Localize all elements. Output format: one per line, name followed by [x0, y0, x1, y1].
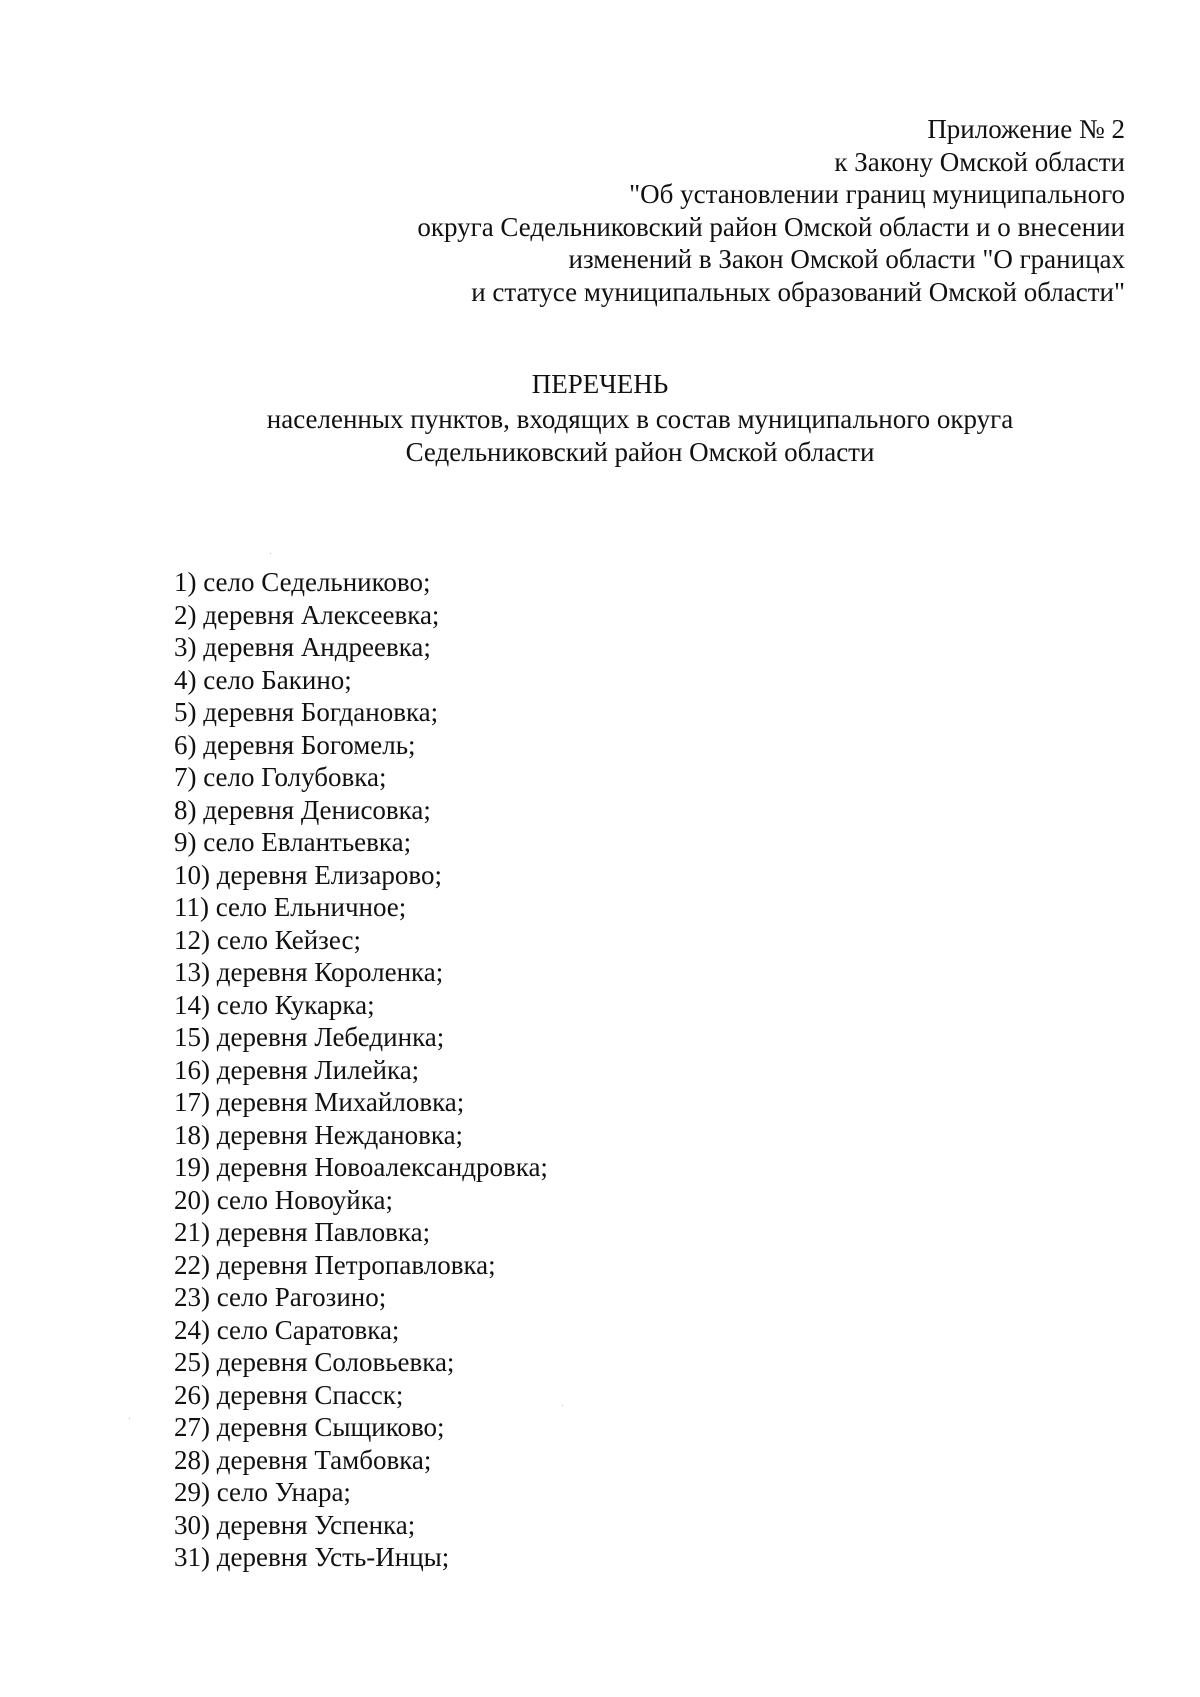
list-item: 10) деревня Елизарово; [174, 859, 442, 890]
list-item: 31) деревня Усть-Инцы; [174, 1542, 450, 1572]
list-item: 11) село Ельничное; [174, 892, 407, 922]
subtitle-line: Седельниковский район Омской области [405, 436, 875, 467]
list-item: 28) деревня Тамбовка; [174, 1444, 432, 1475]
list-item: 19) деревня Новоалександровка; [174, 1152, 548, 1182]
subtitle-line: населенных пунктов, входящих в состав муниципального округа [266, 404, 1014, 434]
appendix-line: "Об установлении границ муниципального [629, 179, 1125, 209]
list-item: 18) деревня Неждановка; [174, 1119, 464, 1150]
appendix-line: изменений в Закон Омской области "О границах [568, 244, 1125, 274]
list-item: 17) деревня Михайловка; [174, 1087, 465, 1117]
appendix-line: к Закону Омской области [834, 146, 1125, 177]
list-item: 16) деревня Лилейка; [174, 1054, 420, 1085]
list-item: 5) деревня Богдановка; [174, 697, 439, 727]
appendix-header [417, 113, 1125, 308]
list-item: 26) деревня Спасск; [174, 1379, 404, 1410]
list-item: 24) село Саратовка; [174, 1314, 400, 1345]
list-item: 4) село Бакино; [174, 664, 352, 695]
list-item: 8) деревня Денисовка; [174, 794, 431, 825]
list-item: 1) село Седельниково; [174, 567, 431, 597]
list-item: 12) село Кейзес; [174, 924, 361, 955]
list-item: 3) деревня Андреевка; [174, 632, 431, 662]
list-item: 14) село Кукарка; [174, 989, 375, 1020]
scan-speck [562, 1405, 563, 1406]
list-item: 29) село Унара; [174, 1477, 351, 1507]
document-subtitle [40, 403, 1200, 468]
document-title: ПЕРЕЧЕНЬ [531, 369, 669, 399]
list-item: 30) деревня Успенка; [174, 1509, 416, 1540]
appendix-line: округа Седельниковский район Омской области и о внесении [417, 211, 1125, 242]
list-item: 6) деревня Богомель; [174, 729, 416, 760]
list-item: 25) деревня Соловьевка; [174, 1347, 455, 1377]
list-item: 9) село Евлантьевка; [174, 827, 412, 857]
list-item: 22) деревня Петропавловка; [174, 1249, 496, 1280]
appendix-line: и статусе муниципальных образований Омской области" [471, 276, 1125, 307]
list-item: 2) деревня Алексеевка; [174, 599, 440, 630]
settlement-list [174, 566, 548, 1574]
list-item: 21) деревня Павловка; [174, 1217, 431, 1247]
list-item: 13) деревня Короленка; [174, 957, 444, 987]
list-item: 23) село Рагозино; [174, 1282, 387, 1312]
scan-speck [270, 553, 271, 554]
list-item: 27) деревня Сыщиково; [174, 1412, 445, 1442]
list-item: 15) деревня Лебединка; [174, 1022, 445, 1052]
list-item: 20) село Новоуйка; [174, 1184, 393, 1215]
list-item: 7) село Голубовка; [174, 762, 387, 792]
appendix-line: Приложение № 2 [927, 114, 1125, 144]
scan-speck [129, 1418, 130, 1419]
